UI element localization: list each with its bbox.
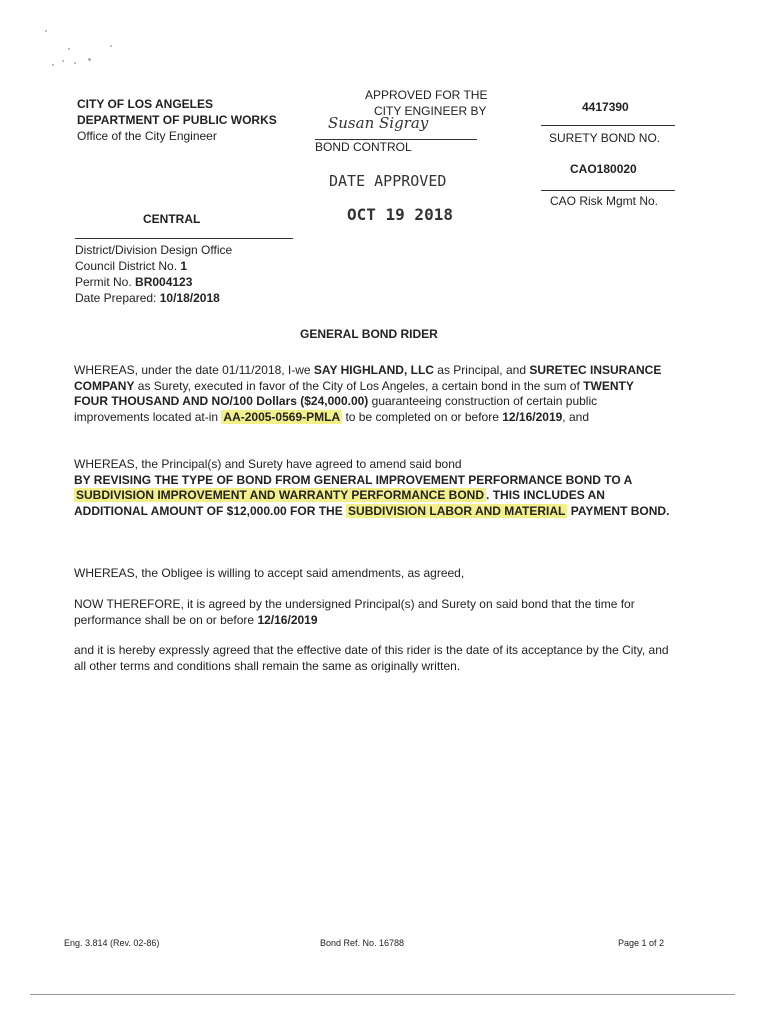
paragraph-amendment: WHEREAS, the Principal(s) and Surety have agreed to amend said bond BY REVISING THE TYPE OF BOND FROM GENERAL IMPROVEMENT PERFORMANCE BOND TO A SUBDIVISION IMPROVEMENT AND WARRANTY PERFORMANCE BOND . THIS INCLUDES AN ADDITIONAL AMOUNT OF $12,000.00 FOR THE SUBDIVISION LABOR AND MATERIAL PAYMENT BOND. (74, 457, 670, 518)
location-reference: AA-2005-0569-PMLA (223, 409, 341, 424)
permit-number (75, 275, 192, 289)
paragraph-now-therefore: NOW THEREFORE, it is agreed by the undersigned Principal(s) and Surety on said bond that the time for performance shall be on or before 12/16/2019 (74, 597, 635, 627)
city-name: CITY OF LOS ANGELES (77, 97, 214, 111)
permit-label: Permit No. (75, 275, 132, 289)
approved-line2: CITY ENGINEER BY (374, 104, 487, 118)
cao-number: CAO180020 (570, 162, 637, 176)
performance-date: 12/16/2019 (257, 612, 318, 627)
signature: Susan Sigray (328, 114, 429, 132)
paragraph-obligee: WHEREAS, the Obligee is willing to accept said amendments, as agreed, (74, 566, 465, 580)
department-name: DEPARTMENT OF PUBLIC WORKS (77, 113, 277, 127)
surety-bond-label: SURETY BOND NO. (549, 131, 661, 145)
design-office-name: CENTRAL (143, 212, 201, 226)
paragraph-whereas-bond: WHEREAS, under the date 01/11/2018, I-we SAY HIGHLAND, LLC as Principal, and SURETEC INSURANCE COMPANY as Surety, executed in favor of the City of Los Angeles, a certain bond in the sum of TWENTY FOUR THOUSAND AND NO/100 Dollars ($24,000.00) guaranteeing construction of certain public improvements located at-in AA-2005-0569-PMLA to be completed on or before 12/16/2019, and (74, 363, 662, 424)
principal-name: SAY HIGHLAND, LLC (313, 363, 434, 377)
surety-bond-line (541, 125, 675, 126)
district-label: District/Division Design Office (75, 243, 233, 257)
council-district (75, 259, 187, 273)
bond-amount: TWENTY FOUR THOUSAND AND NO/100 Dollars ($24,000.00) (74, 378, 634, 408)
surety-bond-number: 4417390 (582, 100, 629, 114)
surety-name: SURETEC INSURANCE COMPANY (74, 363, 662, 393)
bond-reference: Bond Ref. No. 16788 (320, 938, 405, 948)
document-title: GENERAL BOND RIDER (300, 327, 438, 341)
bond-control-label: BOND CONTROL (315, 140, 412, 154)
cao-label: CAO Risk Mgmt No. (550, 194, 659, 208)
page-number: Page 1 of 2 (618, 938, 665, 948)
date-prepared (75, 291, 220, 305)
stamp-date: OCT 19 2018 (347, 205, 453, 224)
approved-line1: APPROVED FOR THE (365, 88, 488, 102)
prepared-value: 10/18/2018 (159, 291, 220, 305)
paragraph-effective-date: and it is hereby expressly agreed that the effective date of this rider is the date of its acceptance by the City, and all other terms and conditions shall remain the same as originally written. (74, 643, 669, 673)
office-line (75, 238, 293, 239)
highlight-subdivision-labor: SUBDIVISION LABOR AND MATERIAL (348, 503, 566, 518)
prepared-label: Date Prepared: (75, 291, 157, 305)
cao-line (541, 190, 675, 191)
form-number: Eng. 3.814 (Rev. 02-86) (64, 938, 160, 948)
permit-value: BR004123 (135, 275, 193, 289)
stamp-title: DATE APPROVED (329, 172, 447, 190)
scan-edge-line (30, 994, 735, 995)
highlight-subdivision-improvement: SUBDIVISION IMPROVEMENT AND WARRANTY PERFORMANCE BOND (76, 488, 485, 502)
office-name: Office of the City Engineer (77, 129, 217, 143)
council-label: Council District No. (75, 259, 178, 273)
council-value: 1 (180, 259, 188, 273)
completion-date: 12/16/2019 (502, 409, 563, 424)
